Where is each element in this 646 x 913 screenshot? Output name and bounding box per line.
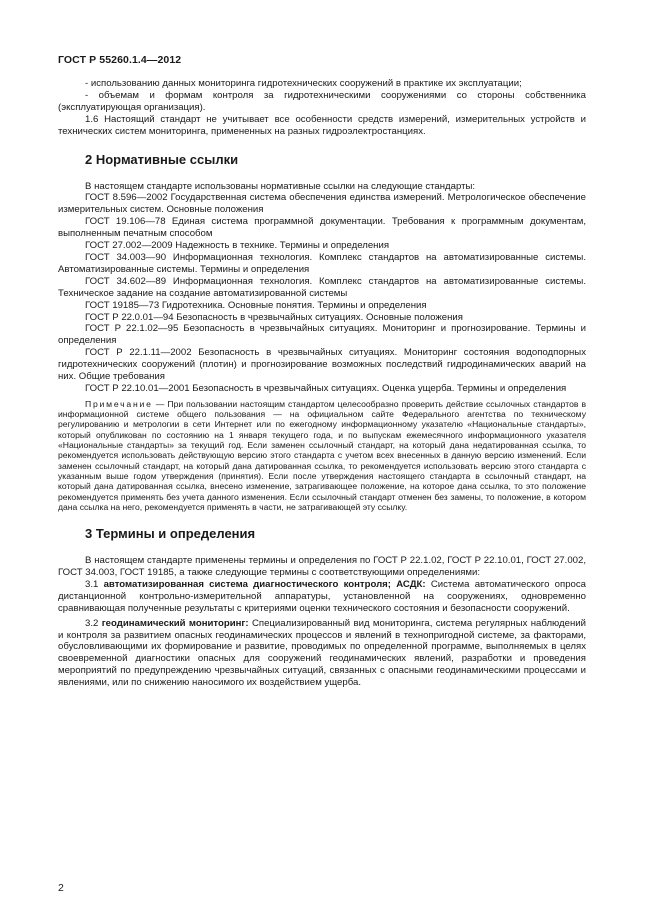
section-3-heading: 3 Термины и определения <box>85 526 256 542</box>
term-number: 3.2 <box>85 617 99 629</box>
term-3-1 <box>58 579 586 615</box>
clause-1-6: 1.6 Настоящий стандарт не учитывает все особенности средств измерений, измерительных устройств и технических систем мониторинга, примененных на разных гидроэлектростанциях. <box>58 113 586 137</box>
reference-item: ГОСТ 19185—73 Гидротехника. Основные понятия. Термины и определения <box>85 299 427 311</box>
intro-item-2: - объемам и формам контроля за гидротехническими сооружениями со стороны собственника (эксплуатирующая организация). <box>58 89 586 113</box>
note-text: — При пользовании настоящим стандартом целесообразно проверить действие ссылочных стандартов в информационной системе общего пользования — на официальном сайте Федерального агентства по техническому регулированию и метрологии в сети Интернет или по ежегодному информационному указателю «Национальные стандарты», который опубликован по состоянию на 1 января текущего года, и по выпускам ежемесячного информационного указателя «Национальные стандарты» за текущий год. Если заменен ссылочный стандарт, на который дана недатированная ссылка, то рекомендуется использовать действующую версию этого стандарта с учетом всех внесенных в данную версию изменений. Если заменен ссылочный стандарт, на который дана датированная ссылка, то рекомендуется использовать версию этого стандарта с указанным выше годом утверждения (принятия). Если после утверждения настоящего стандарта в ссылочный стандарт, на который дана датированная ссылка, внесено изменение, затрагивающее положение, на которое дана ссылка, то это положение рекомендуется применять без учета данного изменения. Если ссылочный стандарт отменен без замены, то положение, в котором дана ссылка на него, рекомендуется применять в части, не затрагивающей эту ссылку. <box>58 398 587 512</box>
term-definition: Система автоматического опроса дистанционной контрольно-измерительной аппаратуры, установленной на сооружениях, одновременно сравнивающая полученные результаты с критериями оценки технического состояния и безопасности сооружений. <box>58 578 587 614</box>
reference-item: ГОСТ Р 22.1.11—2002 Безопасность в чрезвычайных ситуациях. Мониторинг состояния водоподпорных гидротехнических сооружений (плотин) и прогнозирование возможных последствий гидродинамических аварий на них. Общие требования <box>58 347 586 383</box>
reference-item: ГОСТ 8.596—2002 Государственная система обеспечения единства измерений. Метрологическое обеспечение измерительных систем. Основные положения <box>58 192 586 216</box>
section-2-intro: В настоящем стандарте использованы нормативные ссылки на следующие стандарты: <box>85 180 476 192</box>
reference-item: ГОСТ Р 22.1.02—95 Безопасность в чрезвычайных ситуациях. Мониторинг и прогнозирование. Термины и определения <box>58 323 586 347</box>
section-2-heading: 2 Нормативные ссылки <box>85 151 239 167</box>
term-definition: Специализированный вид мониторинга, система регулярных наблюдений и контроля за развитием опасных геодинамических процессов и явлений в технопригодной системе, за факторами, обусловливающими их формирование и развитие, проводимых по определенной программе, выполняемых в целях своевременной диагностики опасных для сооружений геодинамических явлений, разработки и проведения мероприятий по предупреждению чрезвычайных ситуаций, связанных с опасными геодинамическими процессами и явлениями, или по снижению наносимого их воздействием ущерба. <box>58 617 586 689</box>
term-name: автоматизированная система диагностического контроля; АСДК: <box>103 578 426 590</box>
section-3-intro: В настоящем стандарте применены термины и определения по ГОСТ Р 22.1.02, ГОСТ Р 22.10.01, ГОСТ 27.002, ГОСТ 34.003, ГОСТ 19185, а также следующие термины с соответствующими определениями: <box>58 555 586 579</box>
standard-designation: ГОСТ Р 55260.1.4—2012 <box>58 54 182 66</box>
note-block <box>58 399 586 512</box>
reference-item: ГОСТ 19.106—78 Единая система программной документации. Требования к программным документам, выполненным печатным способом <box>58 216 586 240</box>
note-label: Примечание <box>85 398 153 409</box>
term-number: 3.1 <box>85 578 99 590</box>
reference-item: ГОСТ 34.602—89 Информационная технология. Комплекс стандартов на автоматизированные системы. Техническое задание на создание автоматизированной системы <box>58 275 586 299</box>
reference-item: ГОСТ 34.003—90 Информационная технология. Комплекс стандартов на автоматизированные системы. Автоматизированные системы. Термины и определения <box>58 251 586 275</box>
page-content <box>58 78 586 689</box>
term-3-2 <box>58 618 586 689</box>
term-name: геодинамический мониторинг: <box>101 617 249 629</box>
reference-item: ГОСТ Р 22.10.01—2001 Безопасность в чрезвычайных ситуациях. Оценка ущерба. Термины и определения <box>85 382 567 394</box>
reference-item: ГОСТ Р 22.0.01—94 Безопасность в чрезвычайных ситуациях. Основные положения <box>85 311 463 323</box>
reference-item: ГОСТ 27.002—2009 Надежность в технике. Термины и определения <box>85 240 390 252</box>
page-number: 2 <box>58 882 64 894</box>
intro-item-1: - использованию данных мониторинга гидротехнических сооружений в практике их эксплуатации; <box>85 78 522 89</box>
